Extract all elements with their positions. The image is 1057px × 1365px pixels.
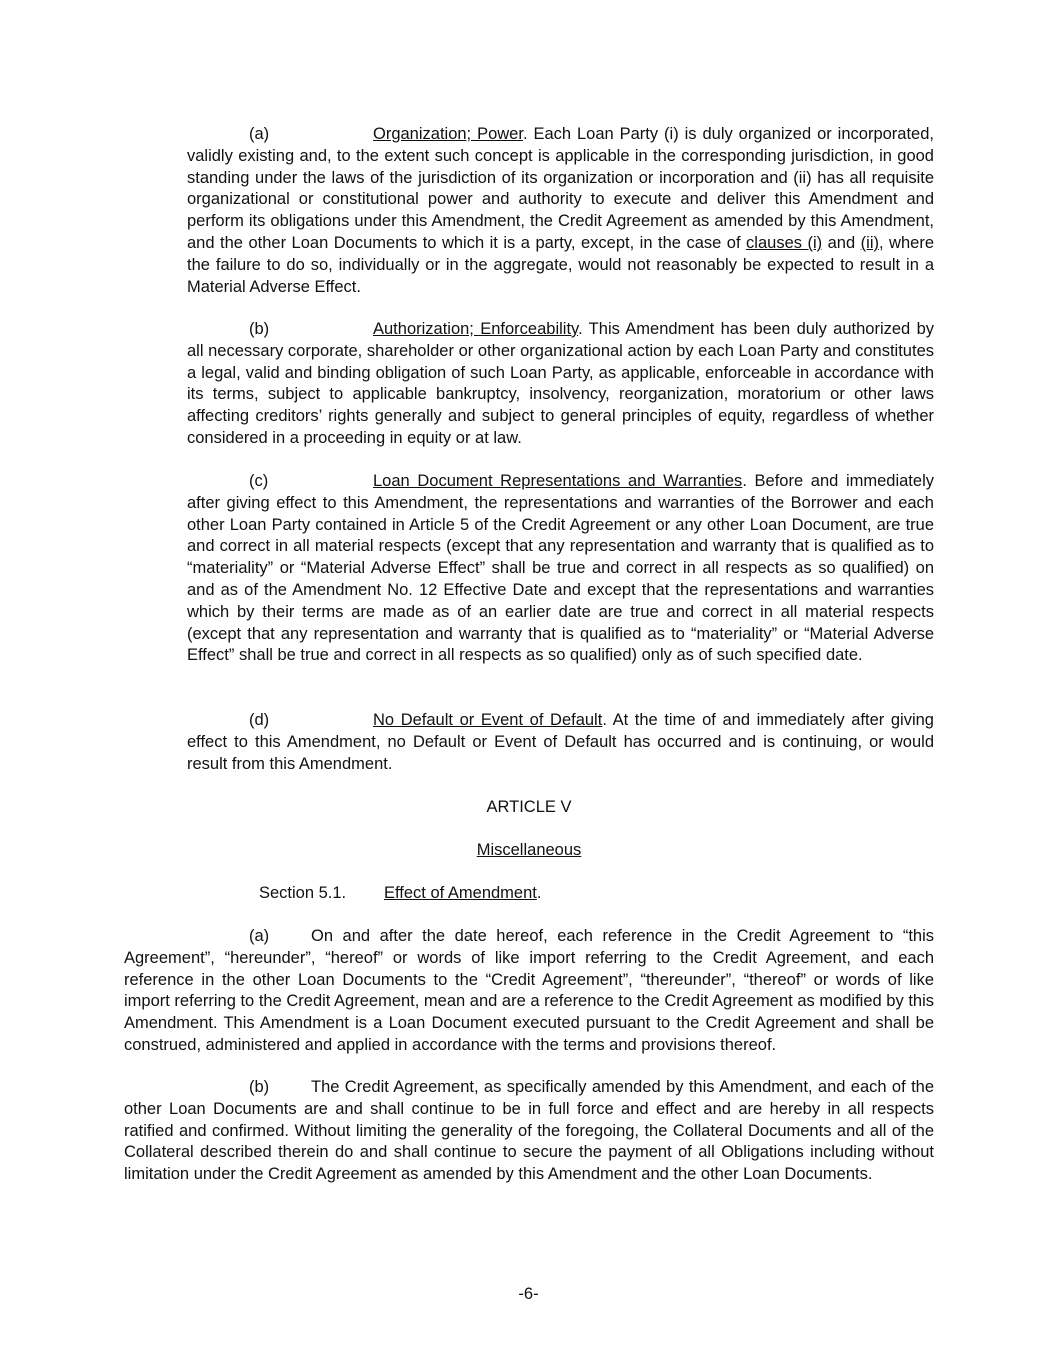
effect-a-text: On and after the date hereof, each reference in the Credit Agreement to “this Agreement”, “hereunder”, “hereof” or words of like import referring to the Credit Agreement, and each reference in the other Loan Documents to the “Credit Agreement”, “thereunder”, “thereof” or words of like import referring to the Credit Agreement, mean and are a reference to the Credit Agreement as modified by this Amendment. This Amendment is a Loan Document executed pursuant to the Credit Agreement and shall be construed, administered and applied in accordance with the terms and provisions thereof. [124, 927, 934, 1054]
clause-label-5-1-a: (a) [249, 927, 270, 945]
heading-representations: Loan Document Representations and Warranties [373, 472, 743, 490]
effect-b-text: The Credit Agreement, as specifically amended by this Amendment, and each of the other Loan Documents are and shall continue to be in full force and effect and are hereby in all respects ratified and confirmed. Without limiting the generality of the foregoing, the Collateral Documents and all of the Collateral described therein do and shall continue to secure the payment of all Obligations including without limitation under the Credit Agreement as amended by this Amendment and the other Loan Documents. [124, 1078, 934, 1184]
no-default-text: . At the time of and immediately after giving effect to this Amendment, no Default or Event of Default has occurred and is continuing, or would result from this Amendment. [187, 711, 934, 773]
section-heading: Effect of Amendment [384, 884, 537, 902]
clause-label-c: (c) [249, 472, 269, 490]
paragraph-effect-b [124, 1077, 934, 1186]
clause-label-d: (d) [249, 711, 270, 729]
section-number: Section 5.1. [259, 884, 347, 902]
clause-label-a: (a) [249, 125, 270, 143]
article-subtitle: Miscellaneous [476, 841, 582, 859]
article-title: ARTICLE V [486, 798, 572, 816]
clause-label-b: (b) [249, 320, 270, 338]
paragraph-organization-power [187, 124, 934, 298]
section-heading-line [259, 883, 541, 905]
organization-power-text-end: , where the failure to do so, individually or in the aggregate, would not reasonably be expected to result in a Material Adverse Effect. [187, 233, 935, 296]
representations-text: . Before and immediately after giving effect to this Amendment, the representations and warranties of the Borrower and each other Loan Party contained in Article 5 of the Credit Agreement or any other Loan Document, are true and correct in all material respects (except that any representation and warranty that is qualified as to “materiality” or “Material Adverse Effect” shall be true and correct in all respects as so qualified) on and as of the Amendment No. 12 Effective Date and except that the representations and warranties which by their terms are made as of an earlier date are true and correct in all material respects (except that any representation and warranty that is qualified as to “materiality” or “Material Adverse Effect” shall be true and correct in all respects as so qualified) only as of such specified date. [187, 472, 934, 665]
paragraph-representations [187, 471, 934, 667]
paragraph-no-default [187, 710, 934, 775]
authorization-text: . This Amendment has been duly authorized by all necessary corporate, shareholder or other organizational action by each Loan Party and constitutes a legal, valid and binding obligation of such Loan Party, as applicable, enforceable in accordance with its terms, subject to applicable bankruptcy, insolvency, reorganization, moratorium or other laws affecting creditors’ rights generally and subject to general principles of equity, regardless of whether considered in a proceeding in equity or at law. [187, 320, 934, 447]
paragraph-effect-a [124, 926, 934, 1057]
heading-organization-power: Organization; Power [373, 125, 523, 143]
clause-label-5-1-b: (b) [249, 1078, 270, 1096]
clause-and: and [822, 233, 861, 252]
heading-no-default: No Default or Event of Default [373, 711, 603, 729]
clause-ii-ref: (ii) [860, 233, 879, 252]
clause-i-ref: clauses (i) [746, 233, 823, 252]
heading-authorization: Authorization; Enforceability [373, 320, 579, 338]
organization-power-text: . Each Loan Party (i) is duly organized or incorporated, validly existing and, to the extent such concept is applicable in the corresponding jurisdiction, in good standing under the laws of the jurisdiction of its organization or incorporation and (ii) has all requisite organizational or constitutional power and authority to execute and deliver this Amendment and perform its obligations under this Amendment, the Credit Agreement as amended by this Amendment, and the other Loan Documents to which it is a party, except, in the case of [187, 125, 934, 252]
article-subtitle-wrap [124, 840, 934, 862]
section-heading-period: . [536, 884, 542, 902]
paragraph-authorization [187, 319, 934, 450]
page-number: -6- [518, 1285, 539, 1303]
